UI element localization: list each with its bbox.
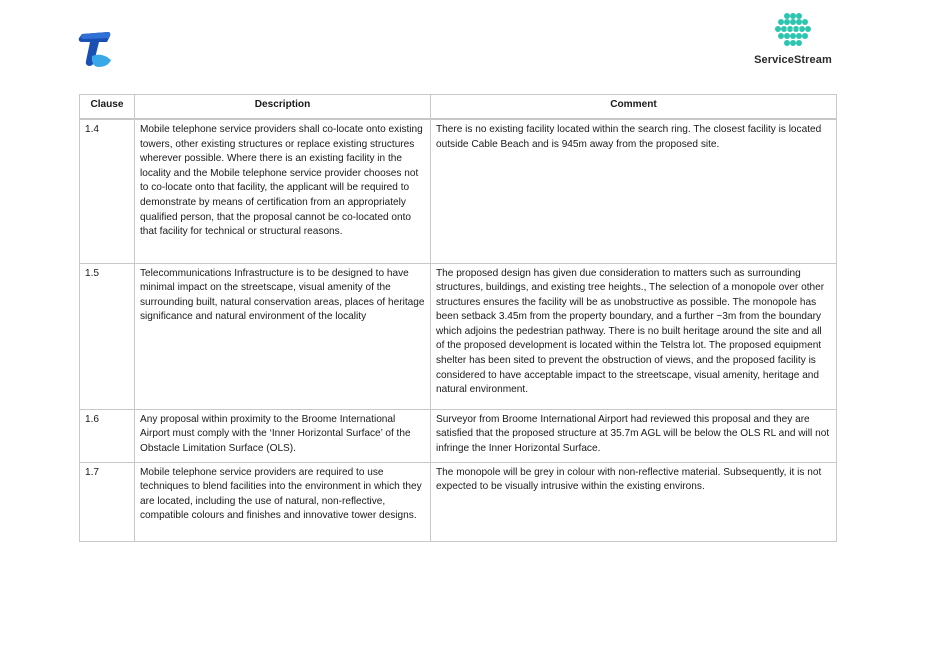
clause-comment: The monopole will be grey in colour with non-reflective material. Subsequently, it is not expected to be visually intrusive within the existing environs. <box>431 462 837 541</box>
clause-comment: There is no existing facility located within the search ring. The closest facility is located outside Cable Beach and is 945m away from the proposed site. <box>431 119 837 263</box>
telstra-logo-icon <box>78 30 112 68</box>
table-header-row <box>80 95 837 120</box>
clause-description: Telecommunications Infrastructure is to be designed to have minimal impact on the streetscape, visual amenity of the surrounding built, natural conservation areas, places of heritage significance and natural environment of the locality <box>135 263 431 409</box>
clause-description: Mobile telephone service providers are required to use techniques to blend facilities into the environment in which they are located, including the use of natural, non-reflective, compatible colours and finishes and innovative tower designs. <box>135 462 431 541</box>
column-header-clause: Clause <box>80 95 135 120</box>
clause-number: 1.6 <box>80 409 135 462</box>
clause-number: 1.4 <box>80 119 135 263</box>
table-row <box>80 263 837 409</box>
column-header-description: Description <box>135 95 431 120</box>
table-row <box>80 119 837 263</box>
table-row <box>80 409 837 462</box>
clause-number: 1.7 <box>80 462 135 541</box>
servicestream-logo-icon <box>773 12 813 50</box>
column-header-comment: Comment <box>431 95 837 120</box>
clauses-table <box>79 94 837 542</box>
clause-description: Any proposal within proximity to the Broome International Airport must comply with the ‘Inner Horizontal Surface’ of the Obstacle Limitation Surface (OLS). <box>135 409 431 462</box>
servicestream-logo <box>752 12 834 70</box>
servicestream-logo-text: ServiceStream <box>754 54 832 66</box>
table-row <box>80 462 837 541</box>
clause-description: Mobile telephone service providers shall co-locate onto existing towers, other existing structures or replace existing structures wherever possible. Where there is an existing facility in the locality and the Mobile telephone service provider chooses not to co-locate onto that facility, the applicant will be required to demonstrate by means of certification from an appropriately qualified person, that the proposal cannot be co-located onto that facility for technical or structural reasons. <box>135 119 431 263</box>
clause-comment: Surveyor from Broome International Airport had reviewed this proposal and they are satisfied that the proposed structure at 35.7m AGL will be below the OLS RL and will not infringe the Inner Horizontal Surface. <box>431 409 837 462</box>
clause-number: 1.5 <box>80 263 135 409</box>
clause-comment: The proposed design has given due consideration to matters such as surrounding structures, buildings, and existing tree heights., The selection of a monopole over other structures ensures the facility will be as unobstructive as possible. The monopole has been setback 3.45m from the property boundary, and a further ~3m from the boundary which adjoins the pedestrian pathway. There is no built heritage around the site and all of the proposed development is located within the Telstra lot. The proposed equipment shelter has been sited to prevent the obstruction of views, and the proposed facility is considered to have acceptable impact to the streetscape, visual amenity, heritage and natural environment. <box>431 263 837 409</box>
